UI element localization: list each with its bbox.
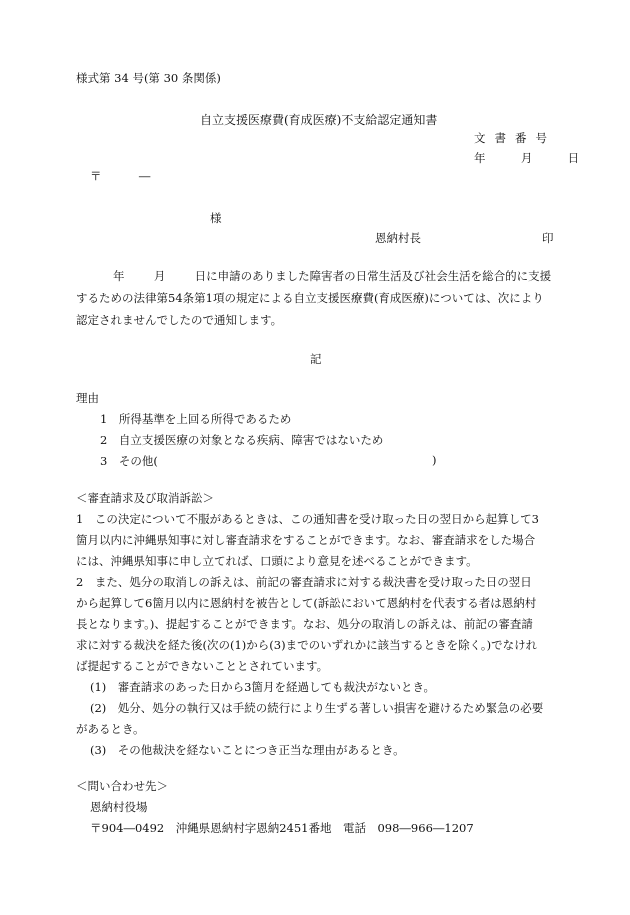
body-month: 月	[153, 269, 166, 283]
appeal-line: から起算して6箇月以内に恩納村を被告として(訴訟において恩納村を代表する者は恩納村	[76, 596, 537, 610]
appeal-line: があるとき。	[76, 722, 145, 736]
date-day: 日	[567, 151, 580, 165]
appeal-line: ば提起することができないこととされています。	[76, 659, 329, 673]
appeal-line: には、沖縄県知事に申し立てれば、口頭により意見を述べることができます。	[76, 554, 478, 568]
contact-address: 〒904―0492 沖縄県恩納村字恩納2451番地 電話 098―966―1207	[90, 821, 474, 835]
reason-item: 3 その他(	[100, 454, 158, 468]
postal-dash: ―	[138, 169, 151, 183]
body-year: 年	[113, 269, 125, 283]
appeal-subitem: (2) 処分、処分の執行又は手続の続行により生ずる著しい損害を避けるため緊急の必要	[90, 701, 544, 715]
appeal-heading: ＜審査請求及び取消訴訟＞	[76, 491, 214, 505]
form-number: 様式第 34 号(第 30 条関係)	[76, 71, 221, 85]
addressee-suffix: 様	[210, 211, 222, 225]
document-number-label: 文書番号	[474, 131, 556, 145]
postal-code	[90, 168, 150, 184]
appeal-subitem: (1) 審査請求のあった日から3箇月を経過しても裁決がないとき。	[90, 680, 436, 694]
reason-close-paren: )	[432, 453, 437, 467]
appeal-subitem: (3) その他裁決を経ないことにつき正当な理由があるとき。	[90, 743, 405, 757]
appeal-line: 箇月以内に沖縄県知事に対し審査請求をすることができます。なお、審査請求をした場合	[76, 533, 536, 547]
contact-heading: ＜問い合わせ先＞	[76, 779, 168, 793]
body-line-1	[113, 268, 551, 284]
postal-mark: 〒	[90, 169, 102, 183]
sender-name: 恩納村長	[375, 231, 421, 245]
date-year: 年	[474, 151, 486, 165]
appeal-line: 1 この決定について不服があるときは、この通知書を受け取った日の翌日から起算して3	[76, 512, 539, 526]
appeal-line: 求に対する裁決を経た後(次の(1)から(3)までのいずれかに該当するときを除く。)でなけれ	[76, 638, 538, 652]
document-title: 自立支援医療費(育成医療)不支給認定通知書	[200, 113, 438, 127]
body-line-1-text: 日に申請のありました障害者の日常生活及び社会生活を総合的に支援	[194, 269, 552, 283]
body-line-2: するための法律第54条第1項の規定による自立支援医療費(育成医療)については、次により	[76, 291, 544, 305]
contact-office: 恩納村役場	[90, 800, 148, 814]
appeal-line: 長となります。)、提起することができます。なお、処分の取消しの訴えは、前記の審査請	[76, 617, 533, 631]
date-month: 月	[520, 151, 533, 165]
reason-item: 2 自立支援医療の対象となる疾病、障害ではないため	[100, 433, 384, 447]
issue-date	[474, 150, 579, 166]
seal-mark: 印	[542, 231, 554, 245]
appeal-line: 2 また、処分の取消しの訴えは、前記の審査請求に対する裁決書を受け取った日の翌日	[76, 575, 532, 589]
ki-heading: 記	[310, 352, 322, 366]
reasons-heading: 理由	[76, 391, 99, 405]
body-line-3: 認定されませんでしたので通知します。	[76, 313, 283, 327]
reason-item: 1 所得基準を上回る所得であるため	[100, 412, 292, 426]
